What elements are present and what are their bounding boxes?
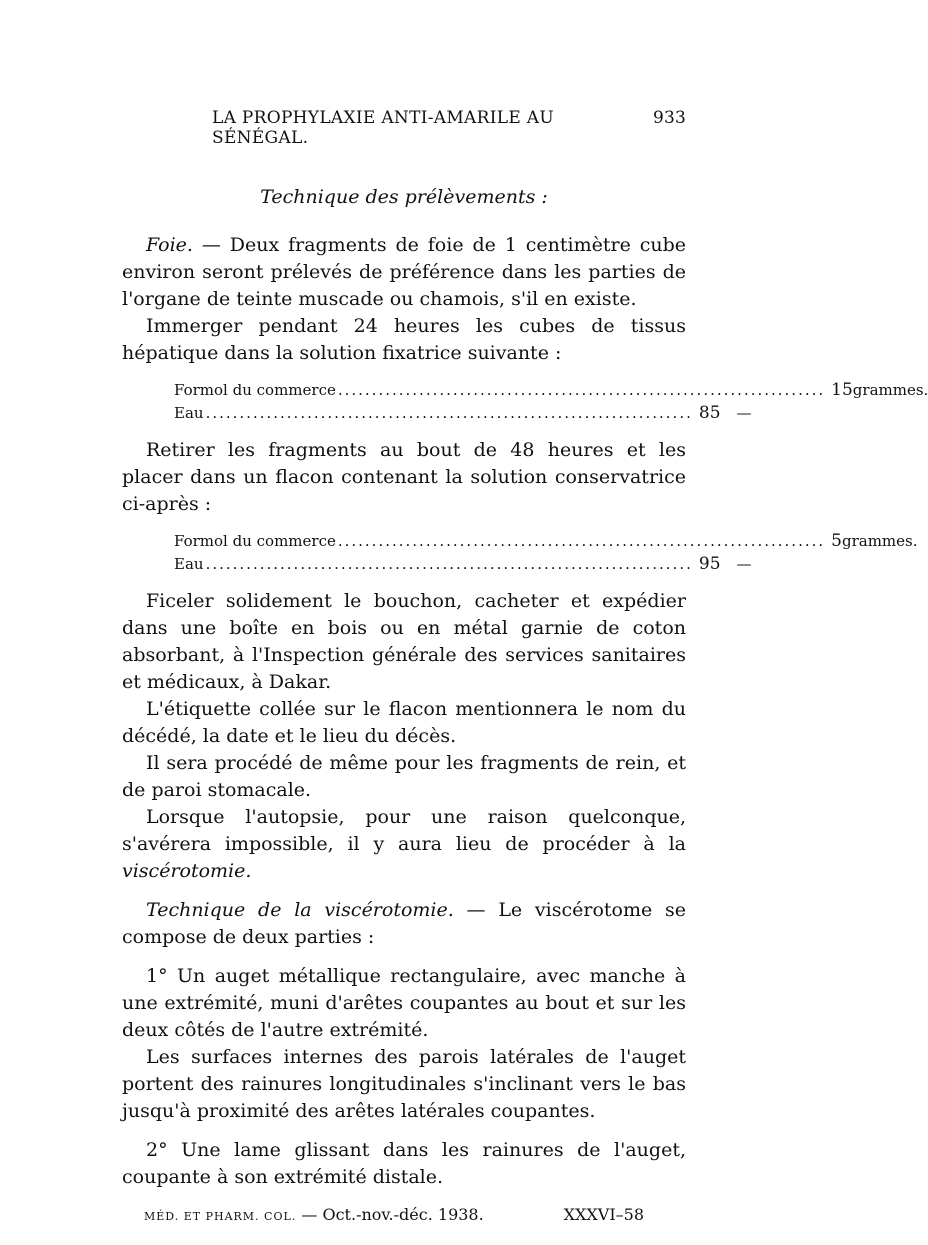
recipe-row — [174, 530, 918, 553]
paragraph-surfaces: Les surfaces internes des parois latérales de l'auget portent des rainures longitudinales s'inclinant vers le bas jusqu'à proximité des arêtes latérales coupantes. — [122, 1046, 686, 1122]
ingredient-unit: — — [736, 404, 752, 422]
dot-leader: ........................................................................ — [205, 555, 693, 573]
foie-label: Foie. — [146, 234, 193, 256]
running-header — [212, 108, 686, 148]
issue-date: — Oct.-nov.-déc. 1938. — [301, 1205, 484, 1224]
paragraph-etiquette: L'étiquette collée sur le flacon mentionnera le nom du décédé, la date et le lieu du décès. — [122, 698, 686, 747]
section-title-viscerotomie: Technique de la viscérotomie. — [146, 899, 454, 921]
paragraph-autopsie — [122, 804, 686, 885]
recipe-conservatrice — [174, 530, 918, 576]
ingredient-name: Eau — [174, 555, 204, 573]
ingredient-unit: grammes. — [852, 381, 928, 399]
paragraph-part-1: 1° Un auget métallique rectangulaire, avec manche à une extrémité, muni d'arêtes coupantes au bout et sur les deux côtés de l'autre extrémité. — [122, 965, 686, 1041]
dot-leader: ........................................................................ — [205, 404, 693, 422]
paragraph-rein: Il sera procédé de même pour les fragments de rein, et de paroi stomacale. — [122, 752, 686, 801]
ingredient-name: Formol du commerce — [174, 532, 336, 550]
foie-text: — Deux fragments de foie de 1 centimètre cube environ seront prélevés de préférence dans les parties de l'organe de teinte muscade ou chamois, s'il en existe. — [122, 234, 686, 310]
section-title-prelevements: Technique des prélèvements : — [260, 186, 548, 208]
signature-mark: XXXVI–58 — [563, 1205, 644, 1224]
paragraph-part-2: 2° Une lame glissant dans les rainures de l'auget, coupante à son extrémité distale. — [122, 1139, 686, 1188]
ingredient-name: Formol du commerce — [174, 381, 336, 399]
paragraph-immerger: Immerger pendant 24 heures les cubes de tissus hépatique dans la solution fixatrice suivante : — [122, 315, 686, 364]
paragraph-retirer: Retirer les fragments au bout de 48 heures et les placer dans un flacon contenant la solution conservatrice ci-après : — [122, 439, 686, 515]
paragraph-technique-viscerotomie — [122, 897, 686, 951]
recipe-row — [174, 402, 752, 425]
running-title: LA PROPHYLAXIE ANTI-AMARILE AU SÉNÉGAL. — [212, 108, 554, 148]
page-footer — [144, 1205, 644, 1224]
ingredient-name: Eau — [174, 404, 204, 422]
recipe-row — [174, 379, 928, 402]
dot-leader: ........................................................................ — [337, 381, 826, 399]
ingredient-quantity: 95 — [698, 554, 721, 574]
document-page — [122, 108, 928, 1224]
ingredient-quantity: 15 — [831, 380, 853, 400]
autopsie-text: Lorsque l'autopsie, pour une raison quelconque, s'avérera impossible, il y aura lieu de procéder à la — [122, 806, 686, 855]
recipe-row — [174, 553, 752, 576]
ingredient-unit: grammes. — [841, 532, 918, 550]
journal-name: MÉD. ET PHARM. COL. — [144, 1210, 297, 1223]
paragraph-foie — [122, 232, 686, 313]
paragraph-ficeler: Ficeler solidement le bouchon, cacheter et expédier dans une boîte en bois ou en métal garnie de coton absorbant, à l'Inspection générale des services sanitaires et médicaux, à Dakar. — [122, 590, 686, 693]
viscerotomie-intro: — Le viscérotome se compose de deux parties : — [122, 899, 686, 948]
ingredient-quantity: 5 — [831, 531, 842, 551]
dot-leader: ........................................................................ — [337, 532, 826, 550]
recipe-fixatrice — [174, 379, 928, 425]
page-number: 933 — [652, 108, 686, 128]
footer-citation — [144, 1205, 484, 1224]
ingredient-quantity: 85 — [698, 403, 721, 423]
ingredient-unit: — — [736, 555, 752, 573]
viscerotomie-term: viscérotomie. — [122, 860, 252, 882]
